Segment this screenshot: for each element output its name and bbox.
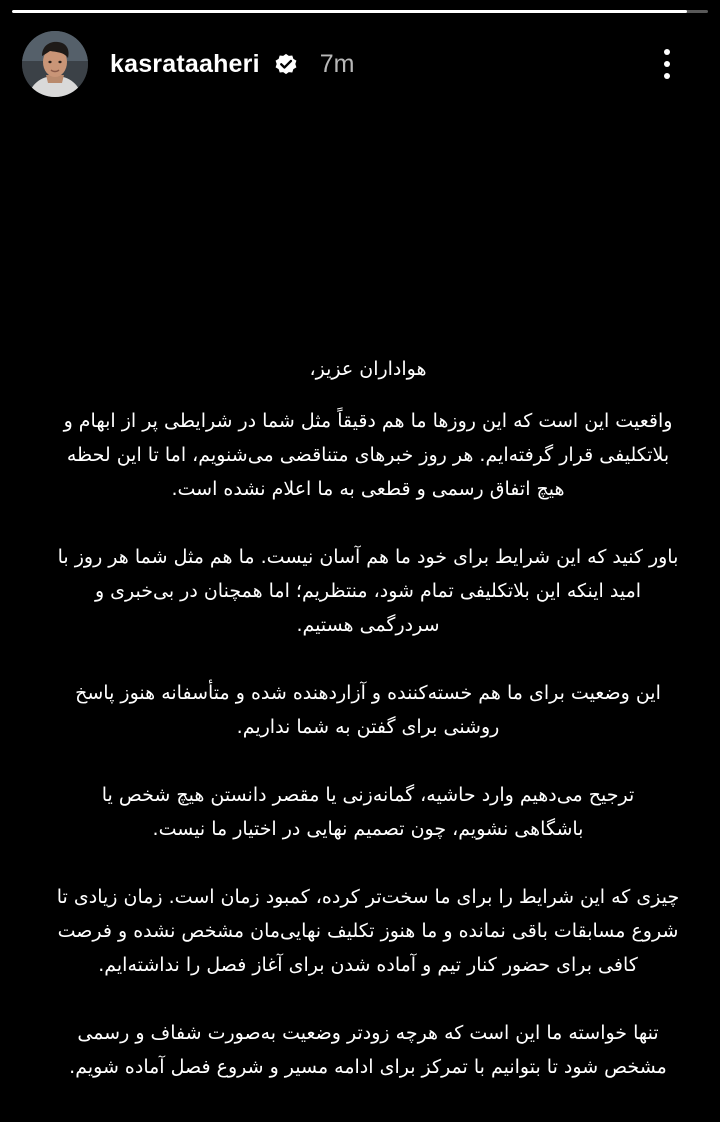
story-paragraph: این وضعیت برای ما هم خسته‌کننده و آزاردهنده شده و متأسفانه هنوز پاسخ روشنی برای گفتن به شما نداریم. xyxy=(75,682,661,738)
story-progress-bar xyxy=(12,10,708,13)
story-paragraph: چیزی که این شرایط را برای ما سخت‌تر کرده، کمبود زمان است. زمان زیادی تا شروع مسابقات باقی نمانده و ما هنوز تکلیف نهایی‌مان مشخص نشده و فرصت کافی برای حضور کنار تیم و آماده شدن برای آغاز فصل را نداشته‌ایم. xyxy=(56,886,680,976)
more-vertical-icon[interactable] xyxy=(652,44,682,84)
story-paragraph: تنها خواسته ما این است که هرچه زودتر وضعیت به‌صورت شفاف و رسمی مشخص شود تا بتوانیم با تمرکز برای ادامه مسیر و شروع فصل آماده شویم. xyxy=(69,1022,667,1078)
avatar[interactable] xyxy=(22,31,88,97)
more-dot xyxy=(664,73,670,79)
story-greeting: هواداران عزیز، xyxy=(309,358,427,380)
story-paragraph: واقعیت این است که این روزها ما هم دقیقاً مثل شما در شرایطی پر از ابهام و بلاتکلیفی قرار گرفته‌ایم. هر روز خبرهای متناقضی می‌شنویم، اما تا این لحظه هیچ اتفاق رسمی و قطعی به ما اعلام نشده است. xyxy=(63,410,673,500)
username[interactable]: kasrataaheri xyxy=(110,49,260,78)
more-dot xyxy=(664,49,670,55)
more-dot xyxy=(664,61,670,67)
story-timestamp: 7m xyxy=(319,49,355,78)
story-paragraph: ترجیح می‌دهیم وارد حاشیه، گمانه‌زنی یا مقصر دانستن هیچ شخص یا باشگاهی نشویم، چون تصمیم نهایی در اختیار ما نیست. xyxy=(101,784,635,840)
story-paragraph: باور کنید که این شرایط برای خود ما هم آسان نیست. ما هم مثل شما هر روز با امید اینکه این بلاتکلیفی تمام شود، منتظریم؛ اما همچنان در بی‌خبری و سردرگمی هستیم. xyxy=(57,546,679,636)
verified-badge-icon xyxy=(272,50,300,78)
story-text-content xyxy=(32,352,704,1118)
story-progress-fill xyxy=(12,10,687,13)
profile-photo-icon xyxy=(22,31,88,97)
story-header xyxy=(22,30,700,98)
